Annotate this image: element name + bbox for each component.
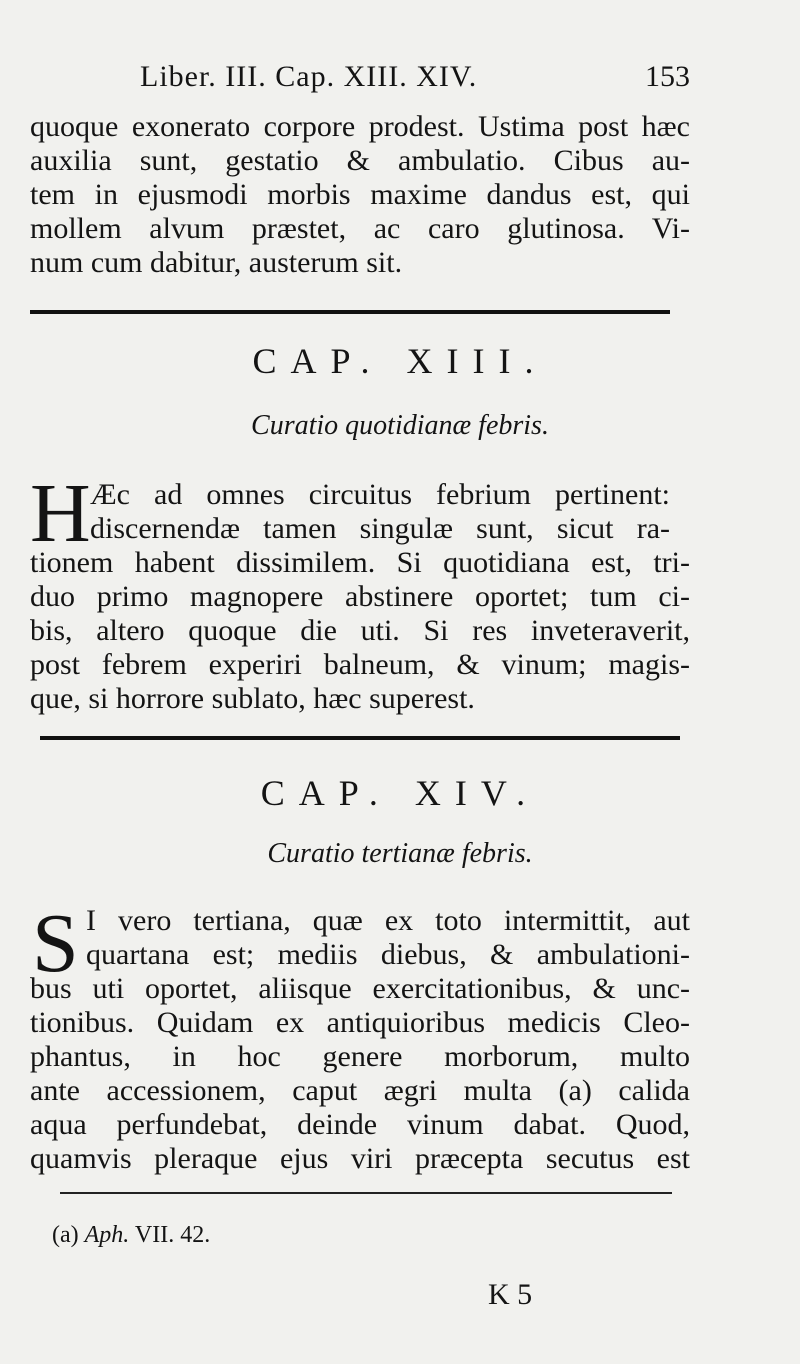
footnote-num: VII. 42. [134,1222,211,1248]
text-line: duo primo magnopere abstinere oportet; tum ci- [30,580,690,613]
footnote [52,1222,210,1249]
chapter-14-text [30,972,690,1176]
text-line: tionibus. Quidam ex antiquioribus medicis Cleo- [30,1006,690,1039]
section-rule [30,310,670,314]
text-line: phantus, in hoc genere morborum, multo [30,1040,690,1073]
chapter-13-text-indented [90,478,670,546]
text-line: quartana est; mediis diebus, & ambulationi- [86,938,690,971]
paragraph-continuation [30,110,690,280]
text-line: discernendæ tamen singulæ sunt, sicut ra- [90,512,670,545]
chapter-14-text-indented [86,904,690,972]
text-line: ante accessionem, caput ægri multa (a) calida [30,1074,690,1107]
text-line: quamvis pleraque ejus viri præcepta secutus est [30,1142,690,1175]
footnote-ref: Aph. [84,1222,130,1248]
page-number: 153 [645,60,690,93]
chapter-13-title: CAP. XIII. [252,341,548,381]
text-line: num cum dabitur, austerum sit. [30,246,403,279]
dropcap-h: H [30,467,91,560]
footnote-mark: (a) [52,1222,79,1248]
text-line: bus uti oportet, aliisque exercitationibus, & unc- [30,972,690,1005]
section-rule [40,736,680,740]
footnote-rule [60,1192,672,1194]
text-line: tem in ejusmodi morbis maxime dandus est, qui [30,178,690,211]
running-head: Liber. III. Cap. XIII. XIV. [140,60,478,93]
text-line: aqua perfundebat, deinde vinum dabat. Quod, [30,1108,690,1141]
chapter-14-subtitle: Curatio tertianæ febris. [267,838,533,869]
text-line: post febrem experiri balneum, & vinum; magis- [30,648,690,681]
chapter-13-subtitle: Curatio quotidianæ febris. [251,410,549,441]
text-line: mollem alvum præstet, ac caro glutinosa. Vi- [30,212,690,245]
dropcap-s: S [32,897,79,990]
text-line: que, si horrore sublato, hæc superest. [30,682,475,715]
signature-mark: K 5 [488,1278,533,1311]
text-line: I vero tertiana, quæ ex toto intermittit, aut [86,904,690,937]
text-line: Æc ad omnes circuitus febrium pertinent: [90,478,670,511]
text-line: tionem habent dissimilem. Si quotidiana est, tri- [30,546,690,579]
chapter-14-title: CAP. XIV. [260,773,540,813]
text-line: quoque exonerato corpore prodest. Ustima post hæc [30,110,690,143]
page-header [140,60,690,96]
text-line: auxilia sunt, gestatio & ambulatio. Cibus au- [30,144,690,177]
chapter-13-text [30,546,690,716]
text-line: bis, altero quoque die uti. Si res inveteraverit, [30,614,690,647]
